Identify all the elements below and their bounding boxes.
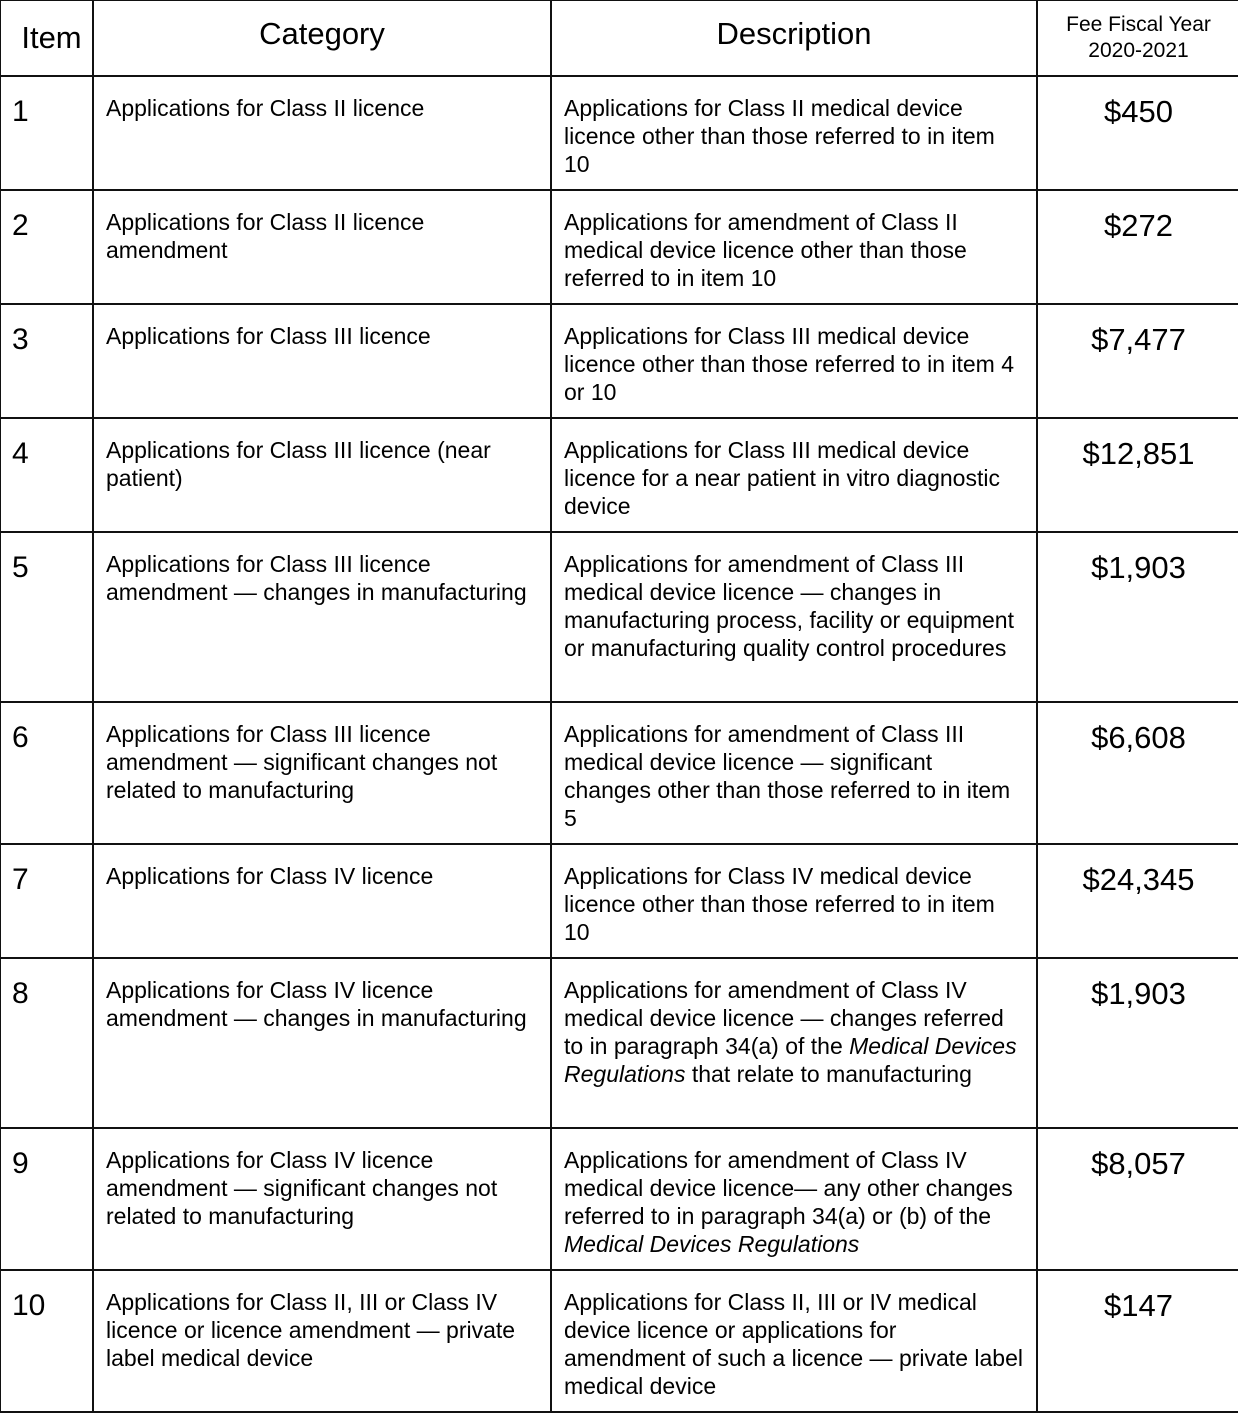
table-row	[0, 304, 1238, 418]
fee-cell: $12,851	[1037, 418, 1238, 532]
item-number: 9	[0, 1128, 93, 1270]
category-cell: Applications for Class IV licence amendment — significant changes not related to manufacturing	[93, 1128, 551, 1270]
header-category: Category	[93, 0, 551, 76]
fee-cell: $7,477	[1037, 304, 1238, 418]
item-number: 7	[0, 844, 93, 958]
description-cell: Applications for Class II medical device licence other than those referred to in item 10	[551, 76, 1037, 190]
table-row	[0, 76, 1238, 190]
description-cell: Applications for Class IV medical device licence other than those referred to in item 10	[551, 844, 1037, 958]
table-row	[0, 190, 1238, 304]
description-cell: Applications for Class III medical device licence other than those referred to in item 4 or 10	[551, 304, 1037, 418]
category-cell: Applications for Class III licence	[93, 304, 551, 418]
fee-cell: $8,057	[1037, 1128, 1238, 1270]
header-fee-line2: 2020-2021	[1088, 39, 1189, 62]
header-fee	[1037, 0, 1238, 76]
category-cell: Applications for Class III licence amendment — significant changes not related to manufacturing	[93, 702, 551, 844]
table-row	[0, 418, 1238, 532]
description-text: Applications for amendment of Class IV medical device licence— any other changes referred to in paragraph 34(a) or (b) of the	[564, 1147, 1013, 1229]
fee-cell: $6,608	[1037, 702, 1238, 844]
item-number: 8	[0, 958, 93, 1128]
item-number: 2	[0, 190, 93, 304]
item-number: 1	[0, 76, 93, 190]
table-row	[0, 1270, 1238, 1412]
fee-cell: $272	[1037, 190, 1238, 304]
fee-cell: $147	[1037, 1270, 1238, 1412]
description-cell: Applications for amendment of Class II medical device licence other than those referred to in item 10	[551, 190, 1037, 304]
regulation-title: Medical Devices Regulations	[564, 1231, 860, 1257]
table-row	[0, 958, 1238, 1128]
table-row	[0, 844, 1238, 958]
item-number: 3	[0, 304, 93, 418]
description-cell: Applications for Class II, III or IV medical device licence or applications for amendment of such a licence — private label medical device	[551, 1270, 1037, 1412]
description-cell: Applications for amendment of Class III medical device licence — significant changes other than those referred to in item 5	[551, 702, 1037, 844]
regulation-title: Medical Devices Regulations	[564, 1033, 1017, 1087]
description-cell	[551, 958, 1037, 1128]
description-cell: Applications for amendment of Class III medical device licence — changes in manufacturing process, facility or equipment or manufacturing quality control procedures	[551, 532, 1037, 702]
category-cell: Applications for Class III licence (near patient)	[93, 418, 551, 532]
category-cell: Applications for Class III licence amendment — changes in manufacturing	[93, 532, 551, 702]
description-cell: Applications for Class III medical device licence for a near patient in vitro diagnostic device	[551, 418, 1037, 532]
category-cell: Applications for Class II licence amendment	[93, 190, 551, 304]
header-description: Description	[551, 0, 1037, 76]
fee-cell: $450	[1037, 76, 1238, 190]
category-cell: Applications for Class IV licence amendment — changes in manufacturing	[93, 958, 551, 1128]
category-cell: Applications for Class II licence	[93, 76, 551, 190]
description-cell	[551, 1128, 1037, 1270]
item-number: 5	[0, 532, 93, 702]
header-fee-line1: Fee Fiscal Year	[1066, 13, 1211, 36]
item-number: 6	[0, 702, 93, 844]
header-item: Item	[0, 0, 93, 76]
table-row	[0, 532, 1238, 702]
fee-cell: $24,345	[1037, 844, 1238, 958]
fee-cell: $1,903	[1037, 532, 1238, 702]
fee-cell: $1,903	[1037, 958, 1238, 1128]
description-text: Applications for amendment of Class IV medical device licence — changes referred to in paragraph 34(a) of the	[564, 977, 1004, 1059]
header-row	[0, 0, 1238, 76]
item-number: 4	[0, 418, 93, 532]
item-number: 10	[0, 1270, 93, 1412]
category-cell: Applications for Class II, III or Class IV licence or licence amendment — private label medical device	[93, 1270, 551, 1412]
category-cell: Applications for Class IV licence	[93, 844, 551, 958]
table-row	[0, 702, 1238, 844]
table-row	[0, 1128, 1238, 1270]
description-text: that relate to manufacturing	[685, 1061, 972, 1087]
